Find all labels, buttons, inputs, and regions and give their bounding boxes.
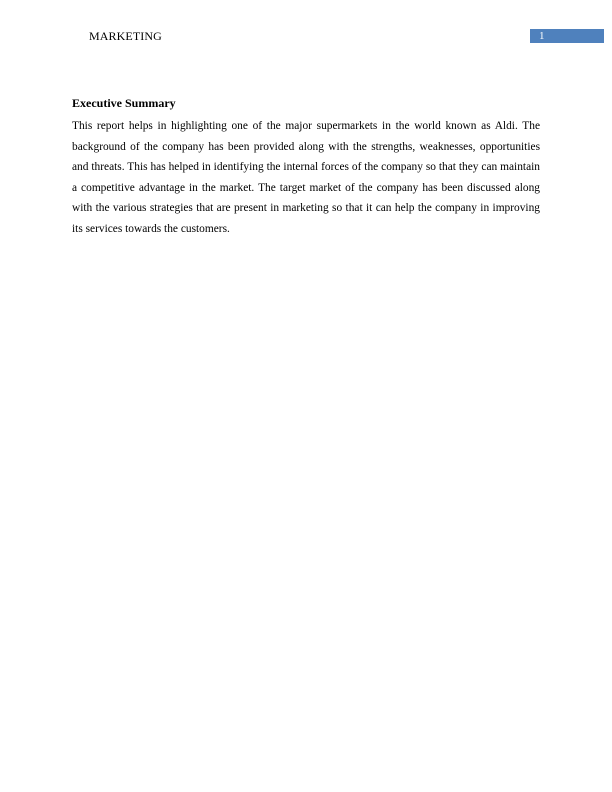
section-heading-executive-summary: Executive Summary (72, 96, 176, 110)
page-number-badge: 1 (530, 29, 604, 43)
executive-summary-paragraph: This report helps in highlighting one of the major supermarkets in the world known as Aldi. The background of the company has been provided along with the strengths, weaknesses, opportunities and threats. This has helped in identifying the internal forces of the company so that they can maintain a competitive advantage in the market. The target market of the company has been discussed along with the various strategies that are present in marketing so that it can help the company in improving its services towards the customers. (72, 120, 540, 235)
running-header-title: MARKETING (89, 29, 162, 43)
document-body (72, 95, 540, 240)
